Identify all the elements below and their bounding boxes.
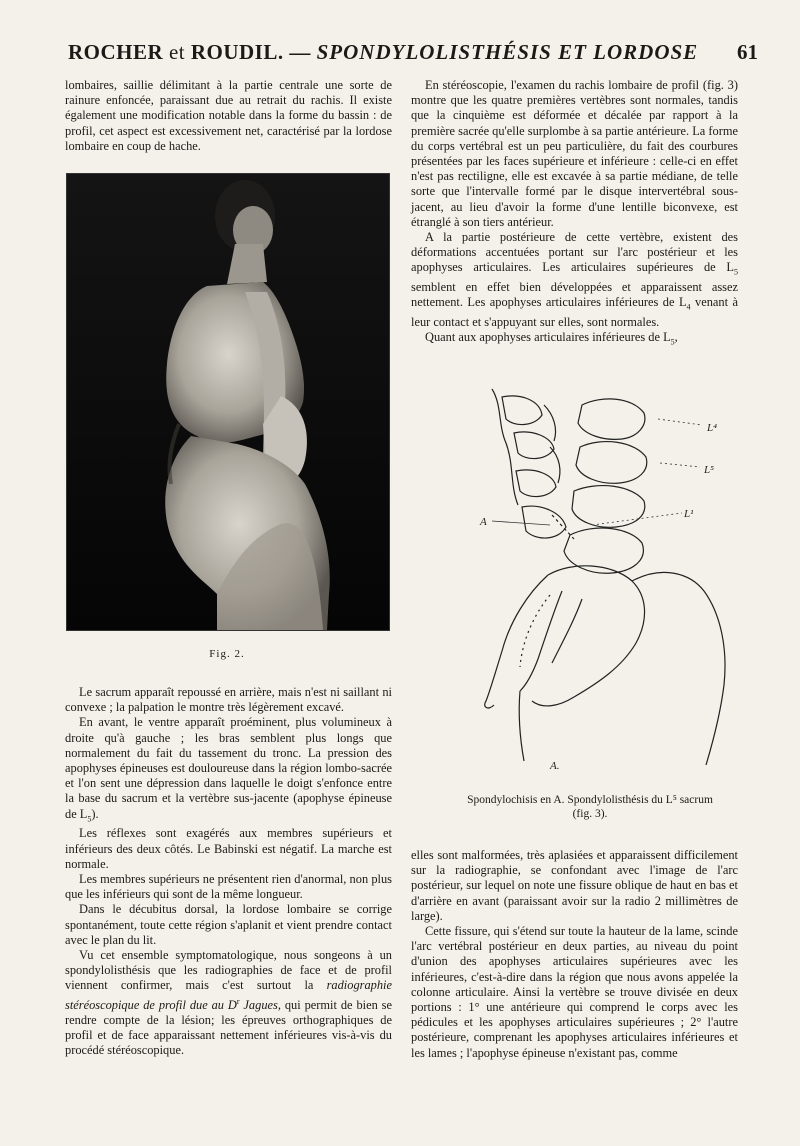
right-column-top — [411, 78, 738, 350]
paragraph: elles sont malformées, très aplasiées et apparaissent difficilement sur la radiographie, se confondant avec l'image de l'arc postérieur, sur lequel on note une fissure oblique de haut en bas et d'arrière en avant (paraissant avoir sur la radio 2 millimètres de large). — [411, 848, 738, 923]
label-l4: L⁴ — [707, 422, 717, 434]
label-a-bottom: A. — [550, 760, 560, 772]
figure-3-caption-line-2: (fig. 3). — [572, 808, 608, 820]
figure-3-caption — [430, 793, 750, 821]
left-column-top — [65, 78, 392, 154]
header-author-1: ROCHER — [68, 40, 164, 64]
label-l5: L⁵ — [704, 464, 714, 476]
spine-outline — [485, 389, 725, 765]
running-header — [68, 40, 758, 72]
paragraph: Vu cet ensemble symptomatologique, nous songeons à un spondylolisthésis que les radiographies de face et de profil viennent confirmer, mais c'est surtout la radiographie stéréoscopique de profil due au $D^r$ Jagues, qui permit de bien se rendre compte de la lésion; les épreuves orthographiques de profil et de face apparaissant nettement inférieures vis-à-vis du procédé stéréoscopique. — [65, 947, 393, 1058]
label-a: A — [480, 516, 487, 528]
paragraph: En avant, le ventre apparaît proéminent, plus volumineux à droite qu'à gauche ; les bras semblent plus longs que normalement du fait du tassement du tronc. La pression des apophyses épineuses est douloureuse dans la région lombo-sacrée et l'on sent une dépression dans laquelle le doigt s'enfonce entre la base du sacrum et la vertèbre sus-jacente (apophyse épineuse de $L_5$). — [65, 715, 392, 824]
paragraph: A la partie postérieure de cette vertèbre, existent des déformations accentuées portant sur l'arc postérieur et les apophyses articulaires. Les articulaires supérieures de $L_5$ semblent en effet bien développées et apparaissent assez nettement. Les apophyses articulaires inférieures de $L_4$ venant à leur contact et s'appuyant sur elles, sont normales. — [411, 230, 738, 329]
patient-profile-photo — [67, 174, 389, 630]
paragraph: lombaires, saillie délimitant à la partie centrale une sorte de rainure enfoncée, paraissant due au retrait du rachis. Il existe également une modification notable dans la forme du bassin : de profil, cet aspect est excessivement net, caractérisé par la lordose lombaire en coup de hache. — [65, 78, 392, 153]
right-column-bottom — [411, 848, 738, 1061]
paragraph: Cette fissure, qui s'étend sur toute la hauteur de la lame, scinde l'arc vertébral postérieur en deux parties, au niveau du point d'union des apophyses articulaires supérieures avec les inférieures, c'est-à-dire dans la région que nous avons appelée la colonne articulaire. Ainsi la vertèbre se trouve divisée en deux portions : 1° une antérieure qui comprend le corps avec les pédicules et les apophyses articulaires supérieures ; 2° l'autre postérieure, comprenant les apophyses articulaires inférieures et les lames ; l'apophyse épineuse n'existant pas, comme — [411, 924, 738, 1060]
paragraph: En stéréoscopie, l'examen du rachis lombaire de profil (fig. 3) montre que les quatre premières vertèbres sont normales, tandis que la cinquième est déformée et décalée par rapport à la première sacrée qu'elle surplombe à sa partie antérieure. La forme du corps vertébral est un peu particulière, du fait des courbures présentées par les faces supérieure et inférieure : celle-ci en effet n'est pas rectiligne, elle est excavée à sa partie médiane, de telle sorte que l'intervalle formé par le disque intervertébral sous-jacent, au lieu d'avoir la forme d'une lentille biconvexe, est étranglé à son tiers antérieur. — [411, 78, 738, 229]
paragraph: Les membres supérieurs ne présentent rien d'anormal, non plus que les inférieurs qui sont de la même longueur. — [65, 871, 392, 902]
figure-2-caption: Fig. 2. — [209, 648, 245, 660]
header-dash: — — [289, 40, 311, 64]
paragraph: Quant aux apophyses articulaires inférieures de $L_5$, — [425, 330, 678, 347]
page-number: 61 — [737, 40, 758, 64]
paragraph: Le sacrum apparaît repoussé en arrière, mais n'est ni saillant ni convexe ; la palpation le montre très légèrement excavé. — [65, 685, 392, 715]
paragraph: Les réflexes sont exagérés aux membres supérieurs et inférieurs des deux côtés. Le Babinski est négatif. La marche est normale. — [65, 826, 392, 871]
figure-3-spine-diagram — [462, 385, 744, 780]
header-et: et — [168, 40, 186, 64]
header-title — [68, 40, 698, 65]
figure-3-caption-line-1: Spondylochisis en A. Spondylolisthésis du L⁵ sacrum — [467, 794, 713, 806]
left-column-bottom — [65, 685, 392, 1058]
figure-2-photograph — [66, 173, 390, 631]
label-l1: L¹ — [684, 508, 694, 520]
header-article-title: SPONDYLOLISTHÉSIS ET LORDOSE — [316, 40, 699, 64]
header-author-2: ROUDIL. — [190, 40, 284, 64]
paragraph: Dans le décubitus dorsal, la lordose lombaire se corrige spontanément, toute cette région s'aplanit et vient prendre contact avec le plan du lit. — [65, 902, 392, 947]
leader-lines — [492, 419, 702, 525]
